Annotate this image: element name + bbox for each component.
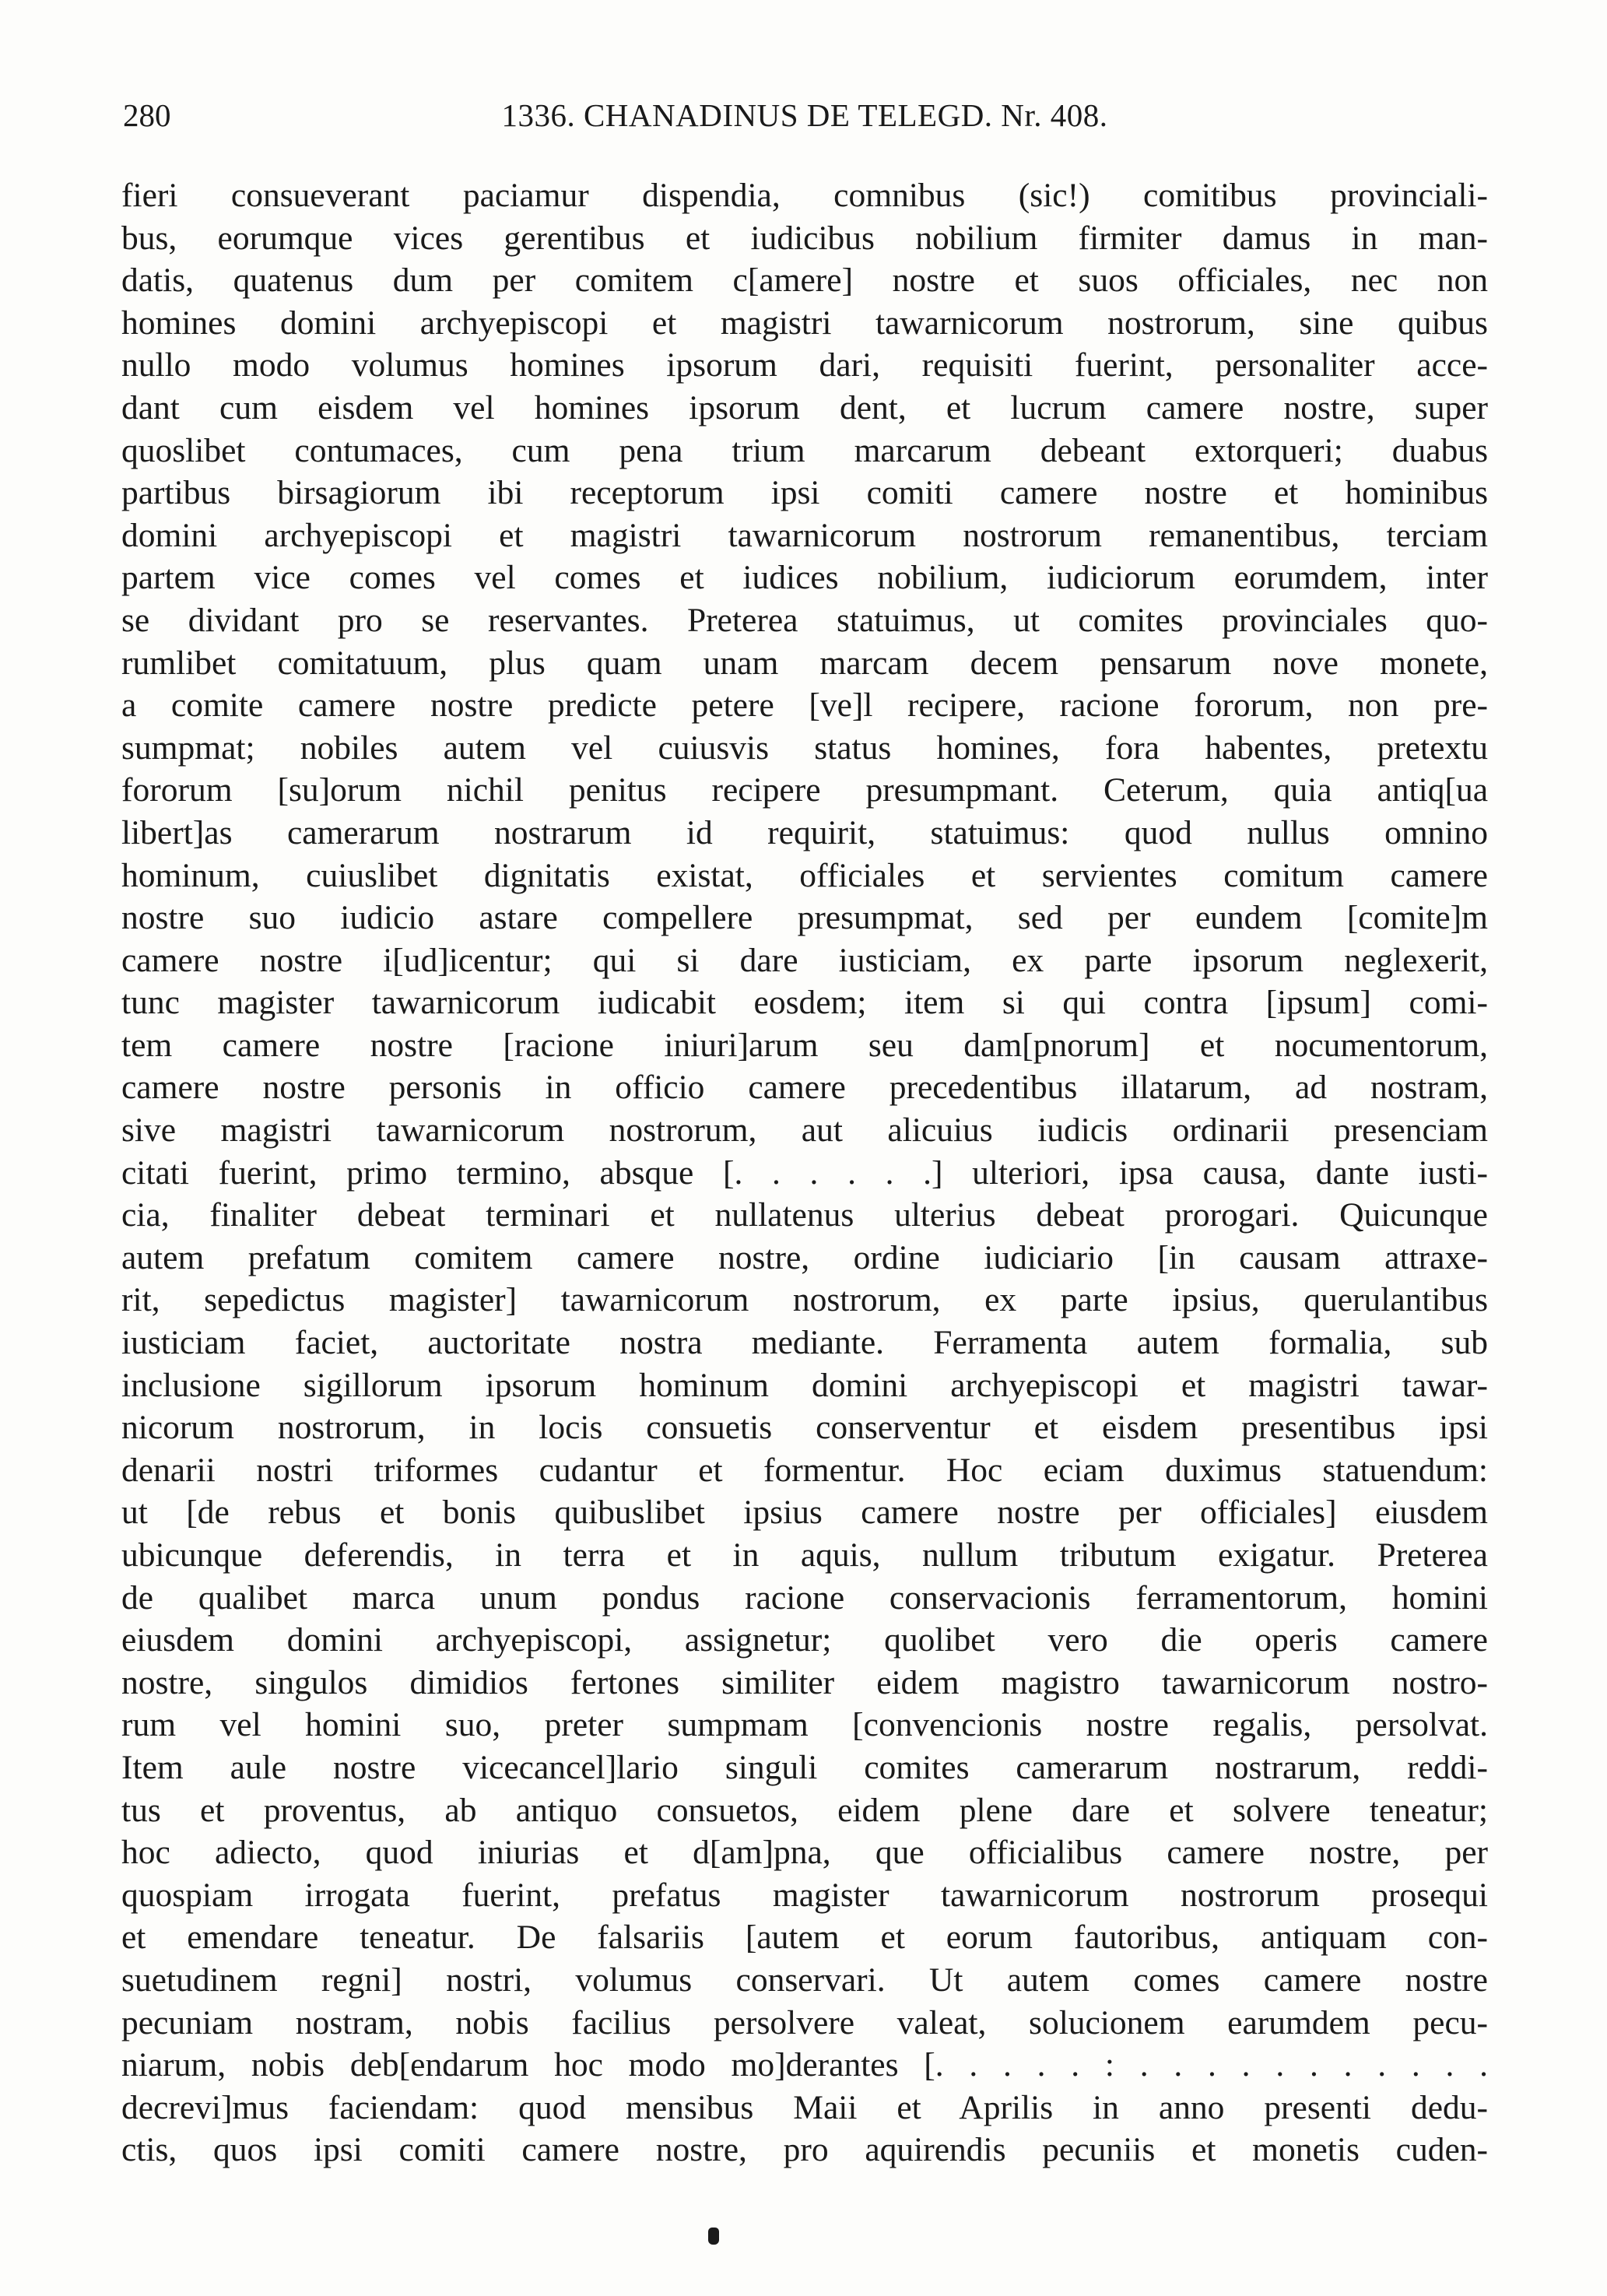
text-line: de qualibet marca unum pondus racione conservacionis ferramentorum, homini [121, 1578, 1488, 1617]
text-line: cia, finaliter debeat terminari et nullatenus ulterius debeat prorogari. Quicunque [121, 1196, 1488, 1234]
text-line: nullo modo volumus homines ipsorum dari, requisiti fuerint, personaliter acce- [121, 346, 1488, 384]
text-line: autem prefatum comitem camere nostre, ordine iudiciario [in causam attraxe- [121, 1238, 1488, 1276]
text-line: Item aule nostre vicecancel]lario singuli comites camerarum nostrarum, reddi- [121, 1748, 1488, 1786]
text-line: nicorum nostrorum, in locis consuetis conserventur et eisdem presentibus ipsi [121, 1409, 1488, 1447]
text-line: suetudinem regni] nostri, volumus conservari. Ut autem comes camere nostre [121, 1961, 1488, 1999]
text-line: niarum, nobis deb[endarum hoc modo mo]derantes [. . . . . : . . . . . . . . . . . [121, 2046, 1488, 2084]
text-line: a comite camere nostre predicte petere [ve]l recipere, racione fororum, non pre- [121, 686, 1488, 725]
text-line: hoc adiecto, quod iniurias et d[am]pna, que officialibus camere nostre, per [121, 1834, 1488, 1872]
text-line: fororum [su]orum nichil penitus recipere presumpmant. Ceterum, quia antiq[ua [121, 771, 1488, 809]
page-header [123, 92, 1486, 139]
text-line: tunc magister tawarnicorum iudicabit eosdem; item si qui contra [ipsum] comi- [121, 984, 1488, 1022]
text-line: tem camere nostre [racione iniuri]arum seu dam[pnorum] et nocumentorum, [121, 1026, 1488, 1064]
text-line: nostre, singulos dimidios fertones similiter eidem magistro tawarnicorum nostro- [121, 1663, 1488, 1701]
text-line: quoslibet contumaces, cum pena trium marcarum debeant extorqueri; duabus [121, 431, 1488, 469]
text-line: homines domini archyepiscopi et magistri tawarnicorum nostrorum, sine quibus [121, 304, 1488, 342]
text-line: hominum, cuiuslibet dignitatis existat, officiales et servientes comitum camere [121, 856, 1488, 894]
text-line: decrevi]mus faciendam: quod mensibus Maii et Aprilis in anno presenti dedu- [121, 2088, 1488, 2126]
text-line: se dividant pro se reservantes. Preterea statuimus, ut comites provinciales quo- [121, 601, 1488, 639]
text-line: iusticiam faciet, auctoritate nostra mediante. Ferramenta autem formalia, sub [121, 1324, 1488, 1362]
text-line: sive magistri tawarnicorum nostrorum, aut alicuius iudicis ordinarii presenciam [121, 1111, 1488, 1150]
text-line: rumlibet comitatuum, plus quam unam marcam decem pensarum nove monete, [121, 644, 1488, 682]
text-line: rit, sepedictus magister] tawarnicorum nostrorum, ex parte ipsius, querulantibus [121, 1281, 1488, 1319]
text-line: fieri consueverant paciamur dispendia, comnibus (sic!) comitibus provinciali- [121, 177, 1488, 214]
text-line: bus, eorumque vices gerentibus et iudicibus nobilium firmiter damus in man- [121, 219, 1488, 257]
text-line: datis, quatenus dum per comitem c[amere] nostre et suos officiales, nec non [121, 262, 1488, 300]
text-line: partibus birsagiorum ibi receptorum ipsi comiti camere nostre et hominibus [121, 474, 1488, 512]
text-line: ut [de rebus et bonis quibuslibet ipsius camere nostre per officiales] eiusdem [121, 1494, 1488, 1532]
text-line: inclusione sigillorum ipsorum hominum domini archyepiscopi et magistri tawar- [121, 1366, 1488, 1404]
page-number: 280 [123, 97, 171, 133]
text-line: sumpmat; nobiles autem vel cuiusvis status homines, fora habentes, pretextu [121, 728, 1488, 767]
text-line: eiusdem domini archyepiscopi, assignetur; quolibet vero die operis camere [121, 1621, 1488, 1659]
text-line: camere nostre i[ud]icentur; qui si dare iusticiam, ex parte ipsorum neglexerit, [121, 941, 1488, 979]
text-line: et emendare teneatur. De falsariis [autem et eorum fautoribus, antiquam con- [121, 1919, 1488, 1957]
text-line: tus et proventus, ab antiquo consuetos, eidem plene dare et solvere teneatur; [121, 1791, 1488, 1829]
text-line: quospiam irrogata fuerint, prefatus magister tawarnicorum nostrorum prosequi [121, 1876, 1488, 1914]
text-line: denarii nostri triformes cudantur et formentur. Hoc eciam duximus statuendum: [121, 1451, 1488, 1489]
text-line: ubicunque deferendis, in terra et in aquis, nullum tributum exigatur. Preterea [121, 1536, 1488, 1574]
text-line: dant cum eisdem vel homines ipsorum dent, et lucrum camere nostre, super [121, 388, 1488, 427]
text-line: partem vice comes vel comes et iudices nobilium, iudiciorum eorumdem, inter [121, 559, 1488, 597]
text-line: nostre suo iudicio astare compellere presumpmat, sed per eundem [comite]m [121, 899, 1488, 937]
text-line: ctis, quos ipsi comiti camere nostre, pro aquirendis pecuniis et monetis cuden- [121, 2131, 1488, 2169]
text-line: camere nostre personis in officio camere precedentibus illatarum, ad nostram, [121, 1069, 1488, 1107]
text-line: libert]as camerarum nostrarum id requirit, statuimus: quod nullus omnino [121, 813, 1488, 851]
text-line: domini archyepiscopi et magistri tawarnicorum nostrorum remanentibus, terciam [121, 516, 1488, 554]
running-title: 1336. CHANADINUS DE TELEGD. Nr. 408. [501, 97, 1108, 133]
text-line: citati fuerint, primo termino, absque [. . . . . .] ulteriori, ipsa causa, dante iusti- [121, 1153, 1488, 1192]
text-line: rum vel homini suo, preter sumpmam [convencionis nostre regalis, persolvat. [121, 1706, 1488, 1744]
body-text [121, 174, 1488, 2171]
signature-mark-icon [708, 2228, 719, 2245]
text-line: pecuniam nostram, nobis facilius persolvere valeat, solucionem earumdem pecu- [121, 2003, 1488, 2041]
